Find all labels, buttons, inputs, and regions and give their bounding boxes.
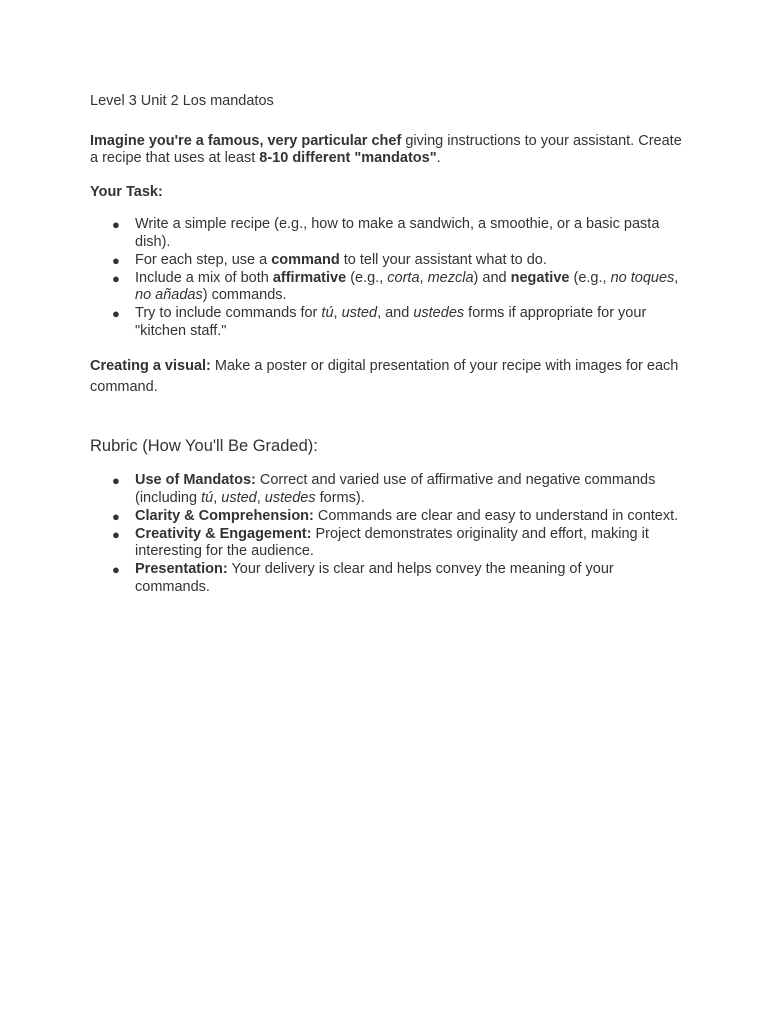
- document-page: [90, 93, 690, 612]
- bullet-icon: ●: [112, 473, 120, 488]
- task-item-text: Write a simple recipe (e.g., how to make a sandwich, a smoothie, or a basic pasta dish).: [135, 216, 660, 250]
- task-item-text: ) commands.: [202, 287, 287, 303]
- task-item-text: forms if appropriate for your "kitchen staff.": [135, 305, 647, 339]
- task-item-text: (e.g.,: [569, 269, 611, 286]
- task-item-italic: mezcla: [427, 269, 474, 286]
- task-item-text: For each step, use a: [135, 251, 272, 268]
- intro-period: .: [436, 150, 441, 166]
- rubric-item-bold: Creativity & Engagement:: [135, 525, 312, 542]
- bullet-icon: ●: [112, 508, 120, 524]
- visual-text: Make a poster or digital presentation of your recipe with images for each command.: [90, 358, 679, 395]
- rubric-item-italic: tú: [201, 489, 214, 506]
- task-item-italic: no toques: [610, 269, 675, 286]
- task-item-bold: negative: [510, 269, 570, 286]
- intro-bold-chef: Imagine you're a famous, very particular chef: [90, 132, 402, 149]
- task-item-italic: ustedes: [413, 305, 465, 321]
- rubric-item: [90, 561, 690, 596]
- rubric-item: [90, 526, 690, 561]
- visual-paragraph: [90, 356, 690, 398]
- bullet-icon: ●: [112, 562, 120, 577]
- rubric-item-text: Project demonstrates originality and effort, making it interesting for the audience.: [135, 525, 649, 559]
- task-item-text: ,: [333, 305, 342, 321]
- task-item-text: Include a mix of both: [135, 269, 273, 286]
- rubric-item: [90, 508, 690, 526]
- task-item-italic: no añadas: [135, 287, 203, 303]
- rubric-item-text: ,: [213, 489, 222, 506]
- rubric-item-italic: usted: [221, 489, 257, 506]
- rubric-item-text: Your delivery is clear and helps convey the meaning of your commands.: [135, 561, 614, 595]
- task-item-text: (e.g.,: [346, 269, 388, 286]
- rubric-item-bold: Presentation:: [135, 561, 228, 577]
- bullet-icon: ●: [112, 252, 120, 268]
- visual-bold: Creating a visual:: [90, 358, 211, 374]
- rubric-item-text: Correct and varied use of affirmative and negative commands (including: [135, 472, 656, 506]
- task-item-italic: tú: [321, 305, 334, 321]
- bullet-icon: ●: [112, 270, 120, 286]
- rubric-item-bold: Clarity & Comprehension:: [135, 507, 314, 524]
- bullet-icon: ●: [112, 217, 120, 232]
- task-item: [90, 252, 690, 270]
- rubric-item-text: forms).: [315, 489, 365, 506]
- task-list: [90, 216, 690, 340]
- task-heading: Your Task:: [90, 183, 163, 200]
- rubric-item-text: ,: [256, 489, 265, 506]
- intro-bold-mandatos: 8-10 different "mandatos": [259, 150, 437, 166]
- task-item: [90, 270, 690, 305]
- rubric-item-italic: ustedes: [264, 489, 316, 506]
- task-item-italic: usted: [341, 305, 378, 321]
- rubric-item-text: Commands are clear and easy to understand in context.: [313, 507, 679, 524]
- task-item-text: ,: [419, 269, 428, 286]
- task-item: [90, 305, 690, 340]
- intro-text: giving instructions to your assistant. Create a recipe that uses at least: [90, 132, 682, 166]
- bullet-icon: ●: [112, 306, 120, 321]
- rubric-item-bold: Use of Mandatos:: [135, 472, 256, 488]
- task-item-bold: command: [271, 251, 340, 268]
- task-item-bold: affirmative: [272, 269, 347, 286]
- task-item-text: ) and: [473, 269, 511, 286]
- intro-paragraph: [90, 133, 690, 168]
- task-item-text: , and: [377, 305, 414, 321]
- rubric-item: [90, 472, 690, 507]
- task-item-text: ,: [674, 269, 679, 286]
- bullet-icon: ●: [112, 526, 120, 542]
- rubric-list: [90, 472, 690, 596]
- task-item: [90, 216, 690, 251]
- task-item-italic: corta: [387, 269, 420, 286]
- task-item-text: to tell your assistant what to do.: [339, 251, 547, 268]
- rubric-heading: Rubric (How You'll Be Graded):: [90, 437, 318, 455]
- document-title: Level 3 Unit 2 Los mandatos: [90, 93, 274, 109]
- task-item-text: Try to include commands for: [135, 305, 322, 321]
